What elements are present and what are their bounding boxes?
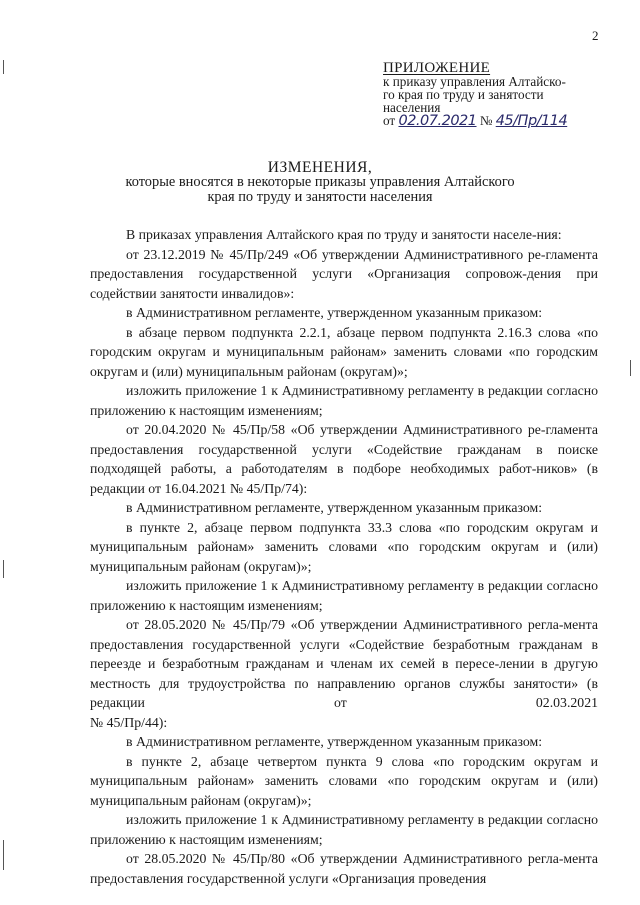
from-label: от — [383, 113, 396, 128]
paragraph: № 45/Пр/44): — [90, 714, 168, 730]
document-body — [90, 225, 598, 888]
paragraph: от 23.12.2019 № 45/Пр/249 «Об утверждении Административного ре-гламента предоставления государственной услуги «Организация сопровож-дения при содействии занятости инвалидов»: — [90, 246, 598, 301]
scan-edge-mark — [3, 560, 4, 578]
heading-title: ИЗМЕНЕНИЯ, — [267, 159, 373, 176]
order-date-number — [383, 114, 613, 128]
appendix-block — [383, 62, 613, 128]
paragraph: В приказах управления Алтайского края по труду и занятости населе-ния: — [126, 227, 562, 242]
heading-line: которые вносятся в некоторые приказы управления Алтайского — [125, 174, 515, 190]
paragraph: от 20.04.2020 № 45/Пр/58 «Об утверждении Административного ре-гламента предоставления государственной услуги «Содействие гражданам в поиске подходящей работы, а работодателям в подборе необходимых работ-ников» (в редакции от 16.04.2021 № 45/Пр/74): — [90, 422, 598, 496]
paragraph: изложить приложение 1 к Административному регламенту в редакции согласно приложению к настоящим изменениям; — [90, 383, 598, 418]
page-number: 2 — [592, 28, 599, 43]
handwritten-date: 02.07.2021 — [398, 113, 477, 129]
paragraph: от 28.05.2020 № 45/Пр/80 «Об утверждении Административного регла-мента предоставления государственной услуги «Организация проведения — [90, 851, 598, 886]
paragraph: в абзаце первом подпункта 2.2.1, абзаце первом подпункта 2.16.3 слова «по городским округам и муниципальным районам» заменить словами «по городским округам и (или) муниципальным районам (округам)»; — [90, 324, 598, 379]
document-heading — [0, 160, 640, 205]
appendix-title: ПРИЛОЖЕНИЕ — [383, 60, 491, 76]
number-label: № — [479, 113, 493, 128]
appendix-line: к приказу управления Алтайско- — [383, 74, 566, 89]
appendix-line: населения — [383, 100, 441, 115]
paragraph: в Административном регламенте, утвержденном указанным приказом: — [126, 500, 543, 515]
paragraph: в Административном регламенте, утвержденном указанным приказом: — [126, 305, 543, 320]
appendix-line: го края по труду и занятости — [383, 87, 544, 102]
paragraph: в Административном регламенте, утвержденном указанным приказом: — [126, 734, 543, 749]
paragraph: от 28.05.2020 № 45/Пр/79 «Об утверждении Административного регла-мента предоставления государственной услуги «Содействие безработным гражданам в переезде и безработным гражданам и членам их семей в пересе-лении в другую местность для трудоустройства по направлению органов службы занятости» (в редакции от 02.03.2021 — [90, 617, 598, 710]
paragraph: в пункте 2, абзаце четвертом пункта 9 слова «по городским округам и муниципальным районам» заменить словами «по городским округам и (или) муниципальным районам (округам)»; — [90, 753, 598, 808]
paragraph: изложить приложение 1 к Административному регламенту в редакции согласно приложению к настоящим изменениям; — [90, 578, 598, 613]
scan-edge-mark — [3, 60, 4, 74]
paragraph: в пункте 2, абзаце первом подпункта 33.3 слова «по городским округам и муниципальным районам» заменить словами «по городским округам и (или) муниципальным районам (округам)»; — [90, 519, 598, 574]
heading-line: края по труду и занятости населения — [207, 189, 433, 205]
scan-edge-mark — [630, 360, 631, 376]
scan-edge-mark — [3, 840, 4, 870]
paragraph: изложить приложение 1 к Административному регламенту в редакции согласно приложению к настоящим изменениям; — [90, 812, 598, 847]
handwritten-number: 45/Пр/114 — [495, 113, 568, 129]
